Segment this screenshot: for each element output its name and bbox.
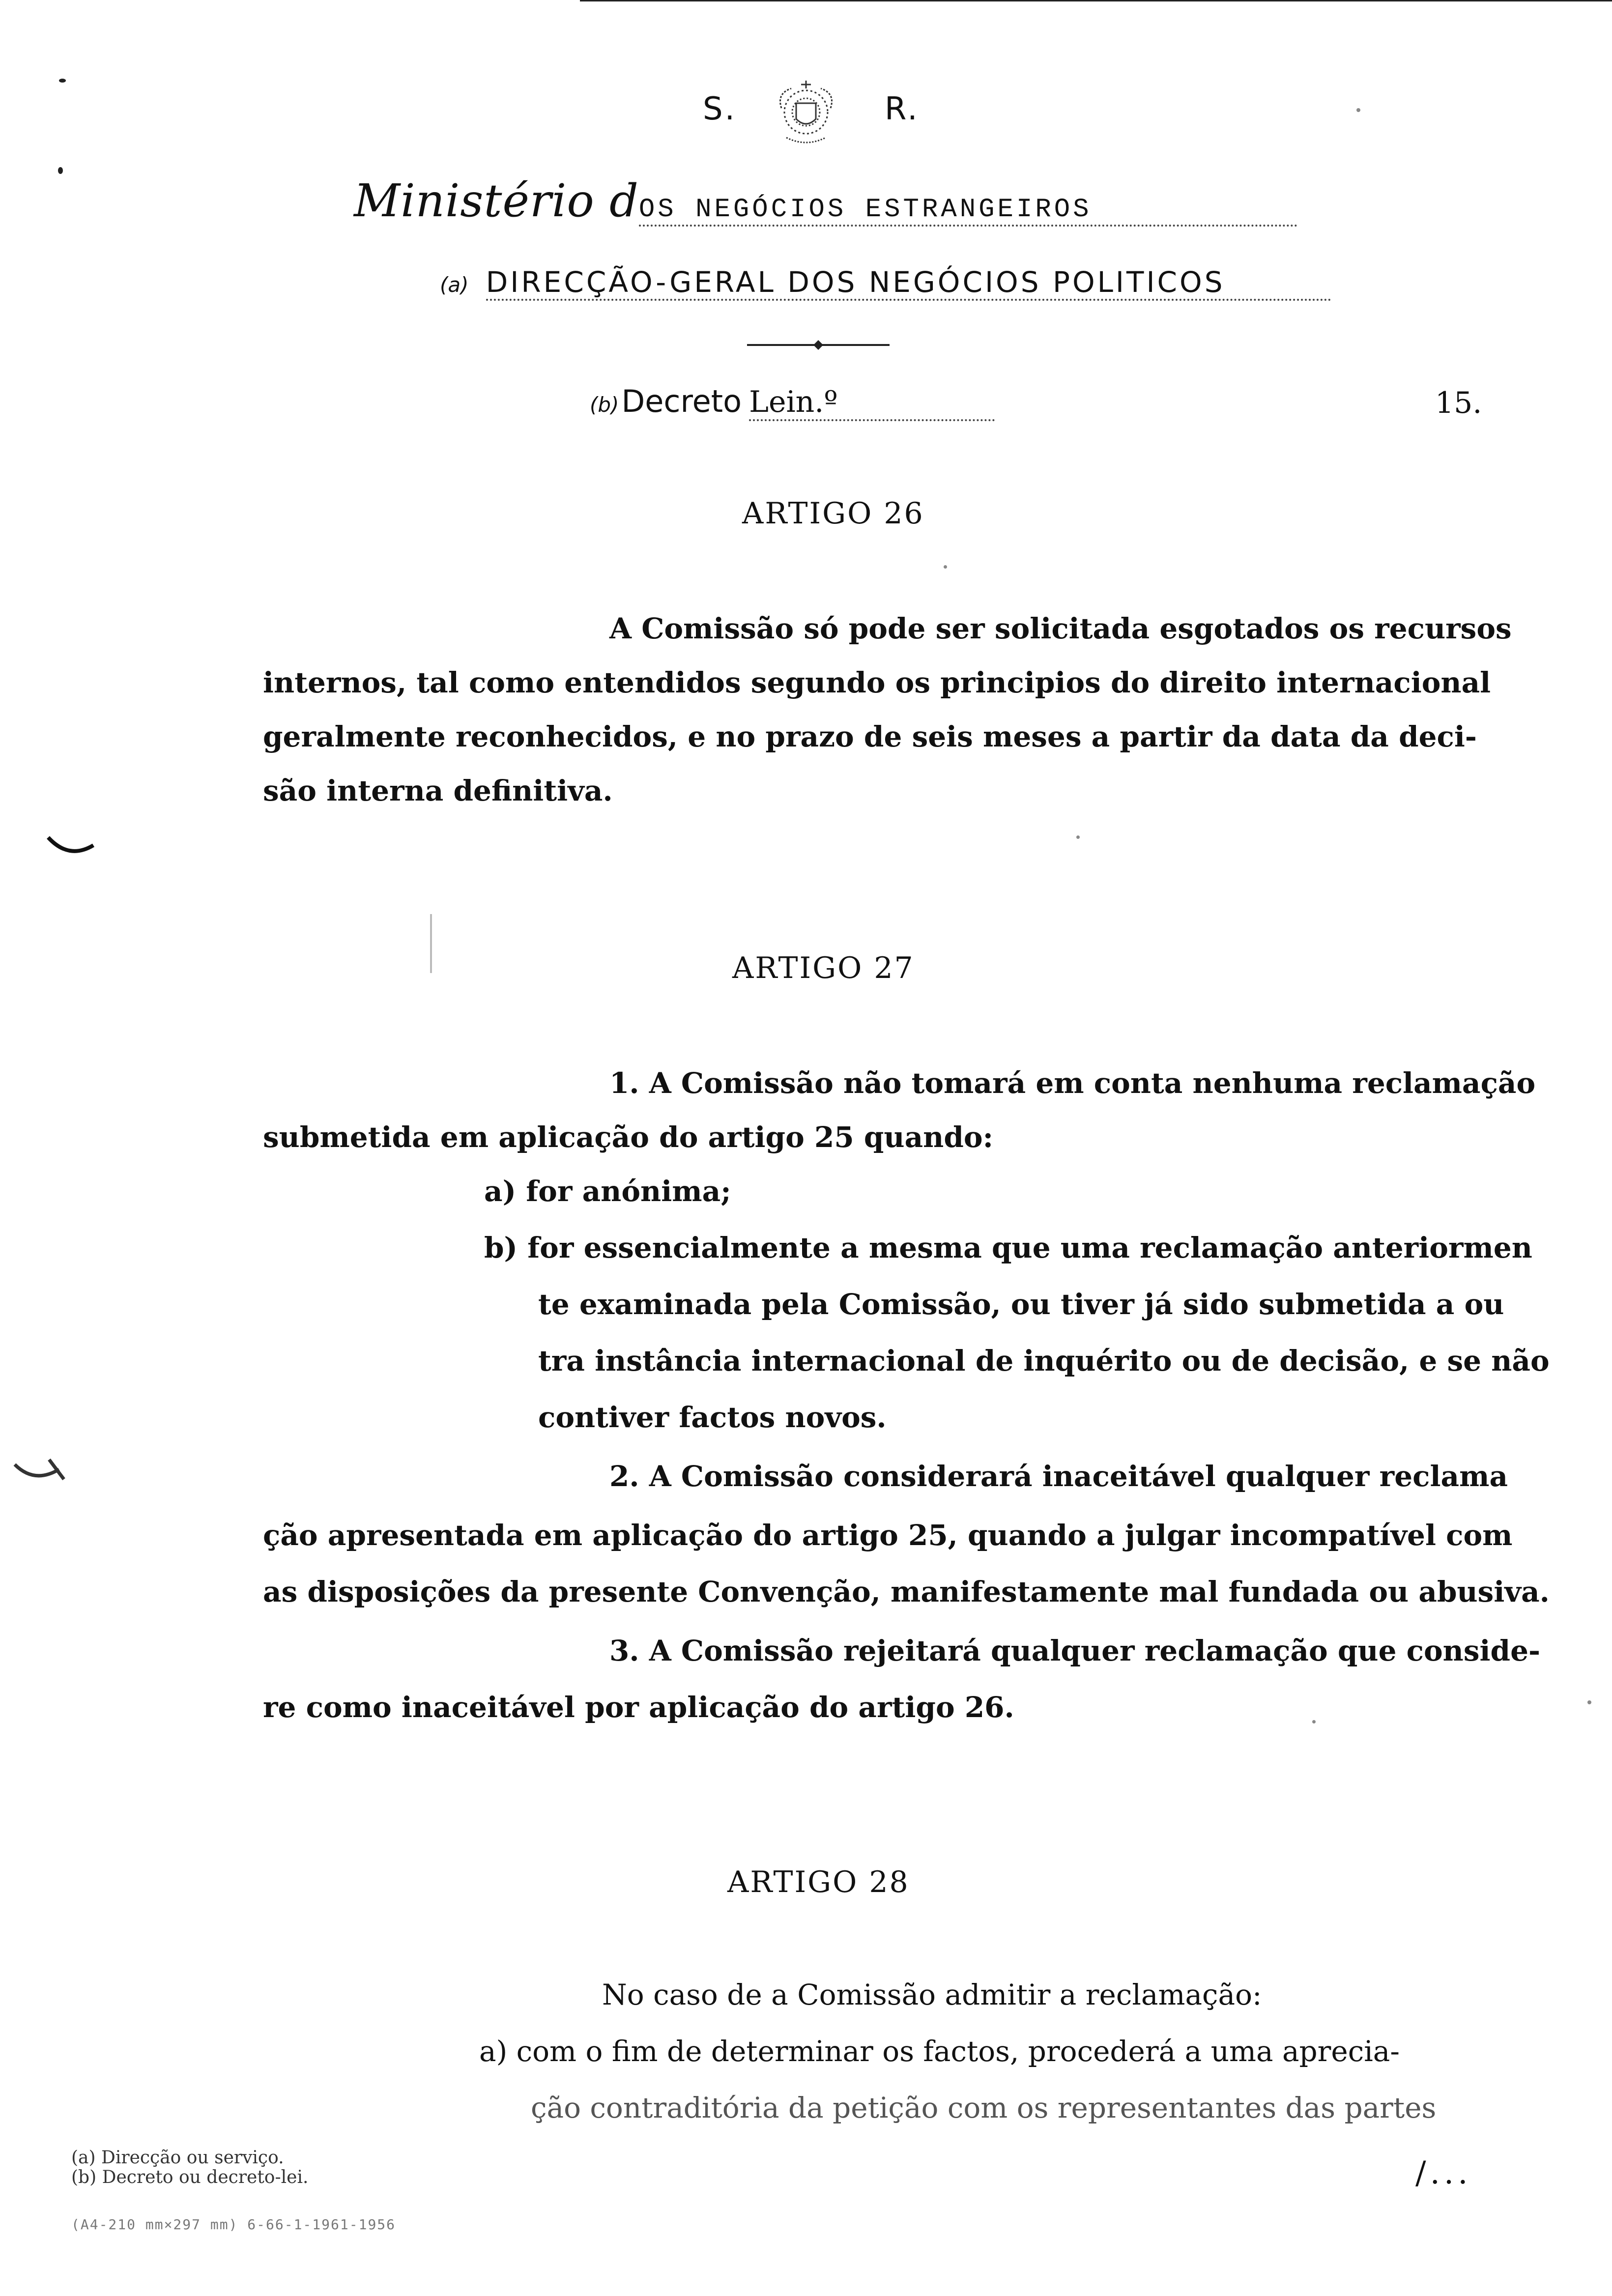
article-26-line-1: A Comissão só pode ser solicitada esgotados os recursos (609, 612, 1512, 645)
article-27-line-8: 2. A Comissão considerará inaceitável qualquer reclama (609, 1460, 1508, 1493)
margin-mark (44, 831, 98, 860)
article-27-line-6: tra instância internacional de inquérito ou de decisão, e se não (538, 1344, 1550, 1378)
article-27-line-1: 1. A Comissão não tomará em conta nenhuma reclamação (609, 1066, 1536, 1100)
article-27-line-3: a) for anónima; (484, 1175, 731, 1208)
scan-speck (1587, 1700, 1591, 1704)
article-28-heading: ARTIGO 28 (727, 1865, 910, 1899)
ministry-line (354, 174, 1297, 227)
scan-speck (1076, 835, 1080, 839)
article-28-line-1: No caso de a Comissão admitir a reclamação: (602, 1978, 1262, 2011)
article-27-heading: ARTIGO 27 (732, 951, 915, 985)
article-27-line-2: submetida em aplicação do artigo 25 quando: (263, 1120, 993, 1154)
article-26-heading: ARTIGO 26 (742, 496, 924, 531)
department-name: DIRECÇÃO-GERAL DOS NEGÓCIOS POLITICOS (486, 265, 1331, 301)
footnote-b: (b) Decreto ou decreto-lei. (71, 2167, 309, 2187)
article-28-line-3: ção contraditória da petição com os representantes das partes (531, 2091, 1437, 2124)
decree-label: Decreto (621, 383, 742, 419)
department-marker: (a) (440, 273, 469, 297)
continuation-mark: /... (1415, 2155, 1472, 2191)
article-27-line-9: ção apresentada em aplicação do artigo 25, quando a julgar incompatível com (263, 1519, 1513, 1552)
department-line (440, 265, 1331, 301)
article-27-line-12: re como inaceitável por aplicação do artigo 26. (263, 1691, 1014, 1724)
scan-speck (1312, 1720, 1316, 1723)
scan-speck (58, 167, 63, 174)
article-27-line-7: contiver factos novos. (538, 1401, 887, 1434)
margin-mark (10, 1455, 74, 1484)
article-27-line-10: as disposições da presente Convenção, manifestamente mal fundada ou abusiva. (263, 1575, 1550, 1608)
print-code: (A4-210 mm×297 mm) 6-66-1-1961-1956 (71, 2216, 396, 2233)
sr-left: S. (703, 91, 737, 127)
article-26-line-4: são interna definitiva. (263, 774, 613, 807)
article-27-line-5: te examinada pela Comissão, ou tiver já sido submetida a ou (538, 1288, 1504, 1321)
scan-streak (430, 914, 432, 973)
article-27-line-4: b) for essencialmente a mesma que uma reclamação anteriormen (484, 1231, 1532, 1264)
top-rule (580, 0, 1612, 1)
ministry-prefix: Ministério d (354, 174, 639, 227)
article-27-line-11: 3. A Comissão rejeitará qualquer reclamação que conside- (609, 1634, 1541, 1667)
article-26-line-3: geralmente reconhecidos, e no prazo de seis meses a partir da data da deci- (263, 720, 1477, 753)
scan-speck (1356, 108, 1360, 112)
decree-number: Lein.º (749, 385, 995, 421)
scan-speck (944, 565, 947, 569)
decree-marker: (b) (590, 393, 619, 417)
footnote-a: (a) Direcção ou serviço. (71, 2148, 284, 2168)
ministry-name: OS NEGÓCIOS ESTRANGEIROS (639, 195, 1297, 227)
scan-speck (59, 79, 66, 83)
header-ornament (747, 339, 890, 351)
coat-of-arms-icon (767, 74, 845, 152)
article-28-line-2: a) com o fim de determinar os factos, procederá a uma aprecia- (479, 2035, 1400, 2068)
page-number: 15. (1435, 386, 1482, 420)
article-26-line-2: internos, tal como entendidos segundo os principios do direito internacional (263, 666, 1491, 699)
sr-right: R. (885, 91, 920, 127)
decree-line (590, 383, 995, 421)
